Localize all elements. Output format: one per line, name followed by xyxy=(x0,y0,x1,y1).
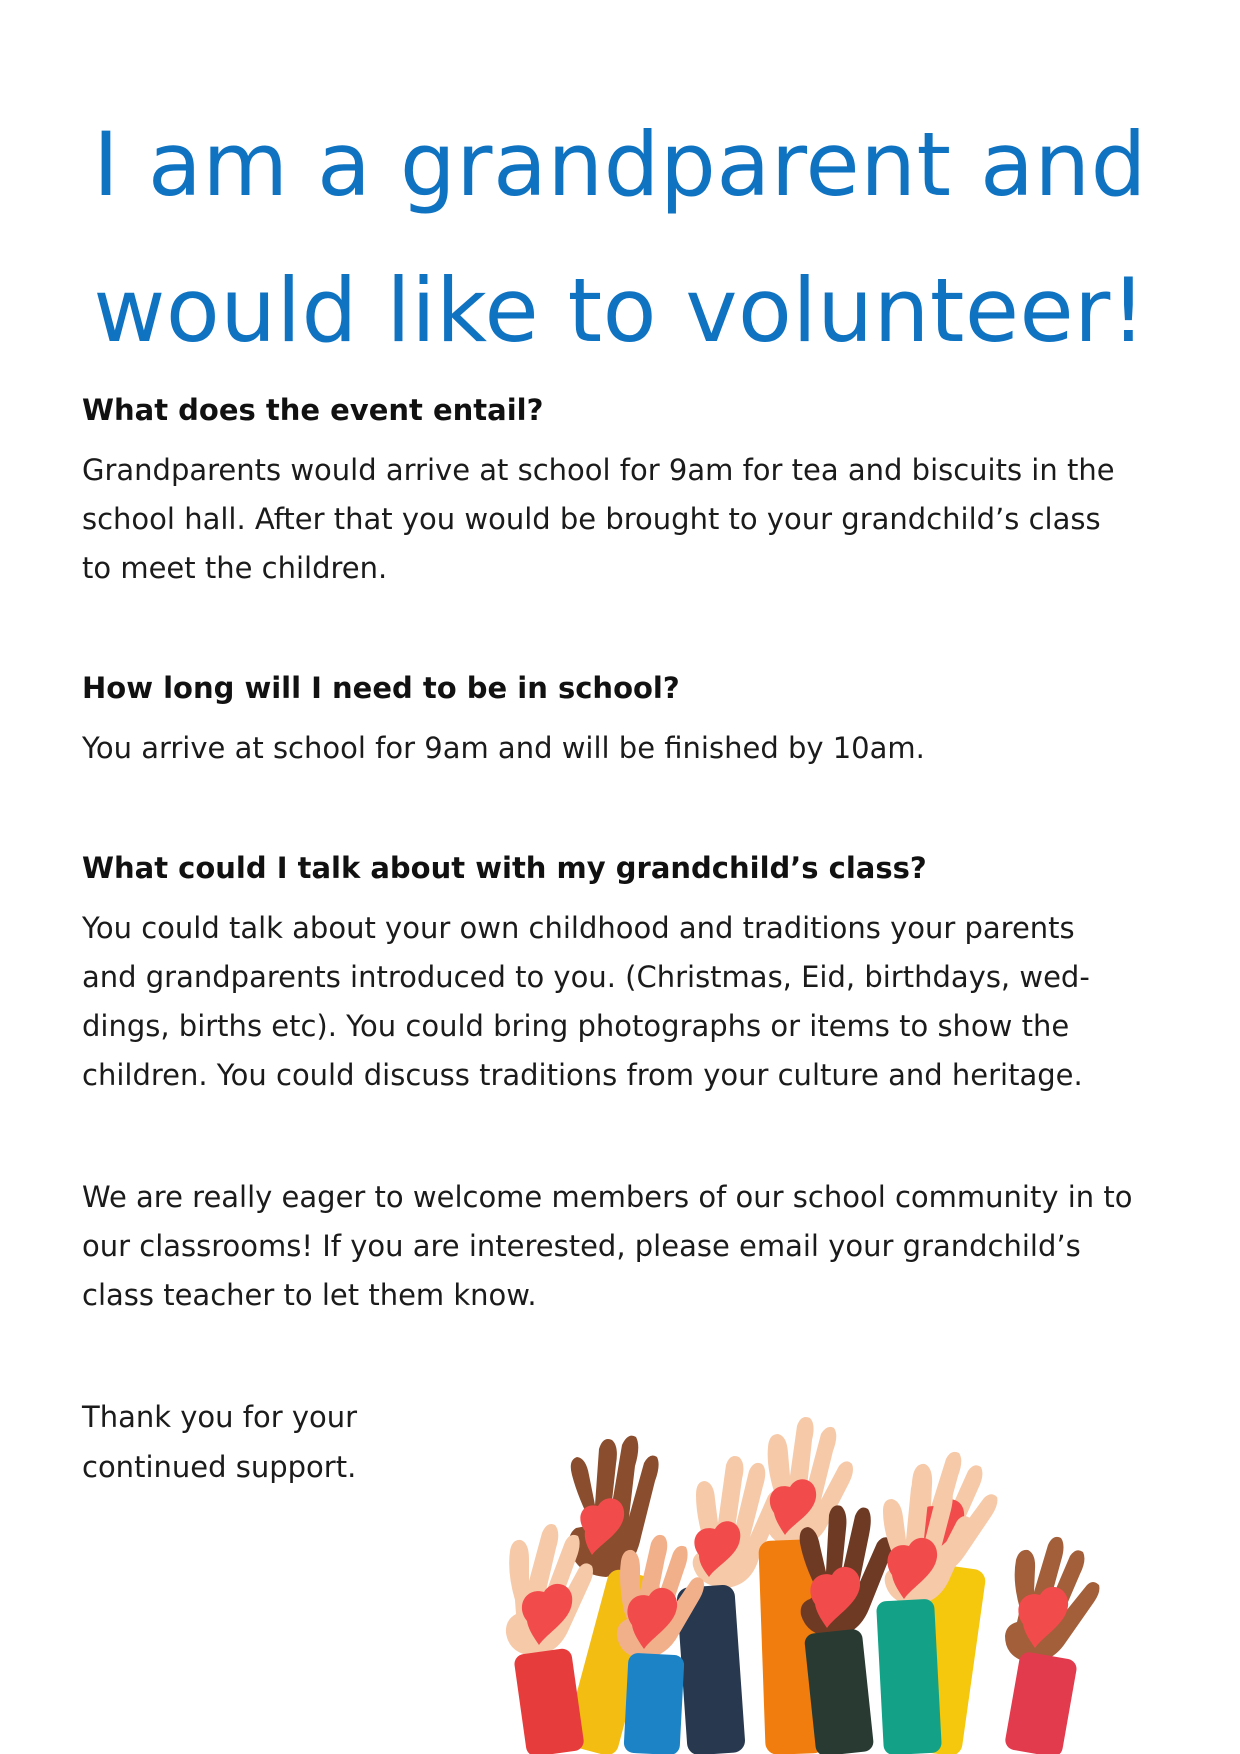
text-line: dings, births etc). You could bring photographs or items to show the xyxy=(82,1009,1070,1043)
text-line: our classrooms! If you are interested, please email your grandchild’s xyxy=(82,1229,1081,1263)
page-title-line-2: would like to volunteer! xyxy=(93,259,1147,362)
text-line: and grandparents introduced to you. (Christmas, Eid, birthdays, wed- xyxy=(82,960,1090,994)
text-line: school hall. After that you would be brought to your grandchild’s class xyxy=(82,502,1101,536)
closing-paragraph xyxy=(82,1173,1162,1320)
event-info-section xyxy=(82,388,1162,593)
text-line: to meet the children. xyxy=(82,551,388,585)
section-heading-talk: What could I talk about with my grandchild’s class? xyxy=(82,851,927,885)
talk-ideas-section xyxy=(82,846,1162,1100)
flyer-content xyxy=(82,388,1162,1492)
section-heading-event: What does the event entail? xyxy=(82,393,544,427)
page-title-line-1: I am a grandparent and xyxy=(92,113,1148,216)
text-line: children. You could discuss traditions from your culture and heritage. xyxy=(82,1058,1083,1092)
section-text-event xyxy=(82,446,1162,593)
text-line: Grandparents would arrive at school for 9am for tea and biscuits in the xyxy=(82,453,1115,487)
page-title xyxy=(60,92,1180,384)
text-line: You arrive at school for 9am and will be finished by 10am. xyxy=(82,731,925,765)
time-info-section xyxy=(82,666,1162,773)
thanks-line-1: Thank you for your xyxy=(82,1400,358,1434)
raised-hands-with-hearts-icon xyxy=(500,1415,1240,1754)
section-heading-time: How long will I need to be in school? xyxy=(82,671,680,705)
section-text-talk xyxy=(82,904,1162,1100)
text-line: class teacher to let them know. xyxy=(82,1278,537,1312)
hand-9-brown xyxy=(1004,1537,1100,1754)
section-text-time xyxy=(82,724,1162,773)
thanks-line-2: continued support. xyxy=(82,1450,357,1484)
text-line: We are really eager to welcome members of our school community in to xyxy=(82,1180,1133,1214)
text-line: You could talk about your own childhood and traditions your parents xyxy=(82,911,1075,945)
